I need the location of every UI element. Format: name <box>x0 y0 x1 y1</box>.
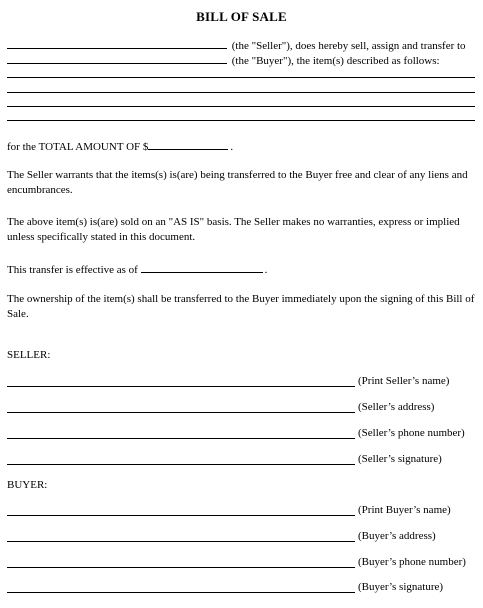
item-description-line[interactable] <box>7 120 475 121</box>
seller-name-label: (Print Seller’s name) <box>358 375 450 387</box>
buyer-intro-text: (the "Buyer"), the item(s) described as follows: <box>231 55 440 67</box>
seller-signature-label: (Seller’s signature) <box>358 453 442 465</box>
buyer-address-line[interactable] <box>7 541 355 542</box>
total-amount-label: for the TOTAL AMOUNT OF $ <box>7 141 149 153</box>
seller-phone-line[interactable] <box>7 438 355 439</box>
buyer-heading: BUYER: <box>7 479 48 491</box>
item-description-line[interactable] <box>7 106 475 107</box>
effective-date-blank[interactable] <box>141 261 263 273</box>
period: . <box>264 264 268 276</box>
buyer-address-label: (Buyer’s address) <box>358 530 436 542</box>
buyer-name-label: (Print Buyer’s name) <box>358 504 451 516</box>
buyer-name-line[interactable] <box>7 515 355 516</box>
seller-name-line[interactable] <box>7 386 355 387</box>
seller-address-line[interactable] <box>7 412 355 413</box>
buyer-name-blank[interactable] <box>7 52 227 64</box>
buyer-phone-label: (Buyer’s phone number) <box>358 556 466 568</box>
period: . <box>230 141 234 153</box>
effective-date-label: This transfer is effective as of <box>7 264 138 276</box>
buyer-intro-line <box>7 52 475 69</box>
total-amount-line <box>7 138 475 155</box>
warranty-clause: The Seller warrants that the items(s) is(are) being transferred to the Buyer free and clear of any liens and encumbrances. <box>7 169 468 196</box>
buyer-phone-line[interactable] <box>7 567 355 568</box>
seller-heading: SELLER: <box>7 349 51 361</box>
ownership-clause: The ownership of the item(s) shall be transferred to the Buyer immediately upon the signing of this Bill of Sale. <box>7 293 475 320</box>
seller-address-label: (Seller’s address) <box>358 401 435 413</box>
seller-phone-label: (Seller’s phone number) <box>358 427 465 439</box>
document-title: BILL OF SALE <box>196 9 287 24</box>
seller-name-blank[interactable] <box>7 37 227 49</box>
item-description-line[interactable] <box>7 92 475 93</box>
total-amount-blank[interactable] <box>148 138 228 150</box>
seller-intro-text: (the "Seller"), does hereby sell, assign and transfer to <box>231 40 466 52</box>
as-is-clause: The above item(s) is(are) sold on an "AS IS" basis. The Seller makes no warranties, express or implied unless specifically stated in this document. <box>7 216 460 243</box>
buyer-signature-line[interactable] <box>7 592 355 593</box>
effective-date-line <box>7 261 475 278</box>
seller-signature-line[interactable] <box>7 464 355 465</box>
item-description-line[interactable] <box>7 77 475 78</box>
buyer-signature-label: (Buyer’s signature) <box>358 581 444 593</box>
